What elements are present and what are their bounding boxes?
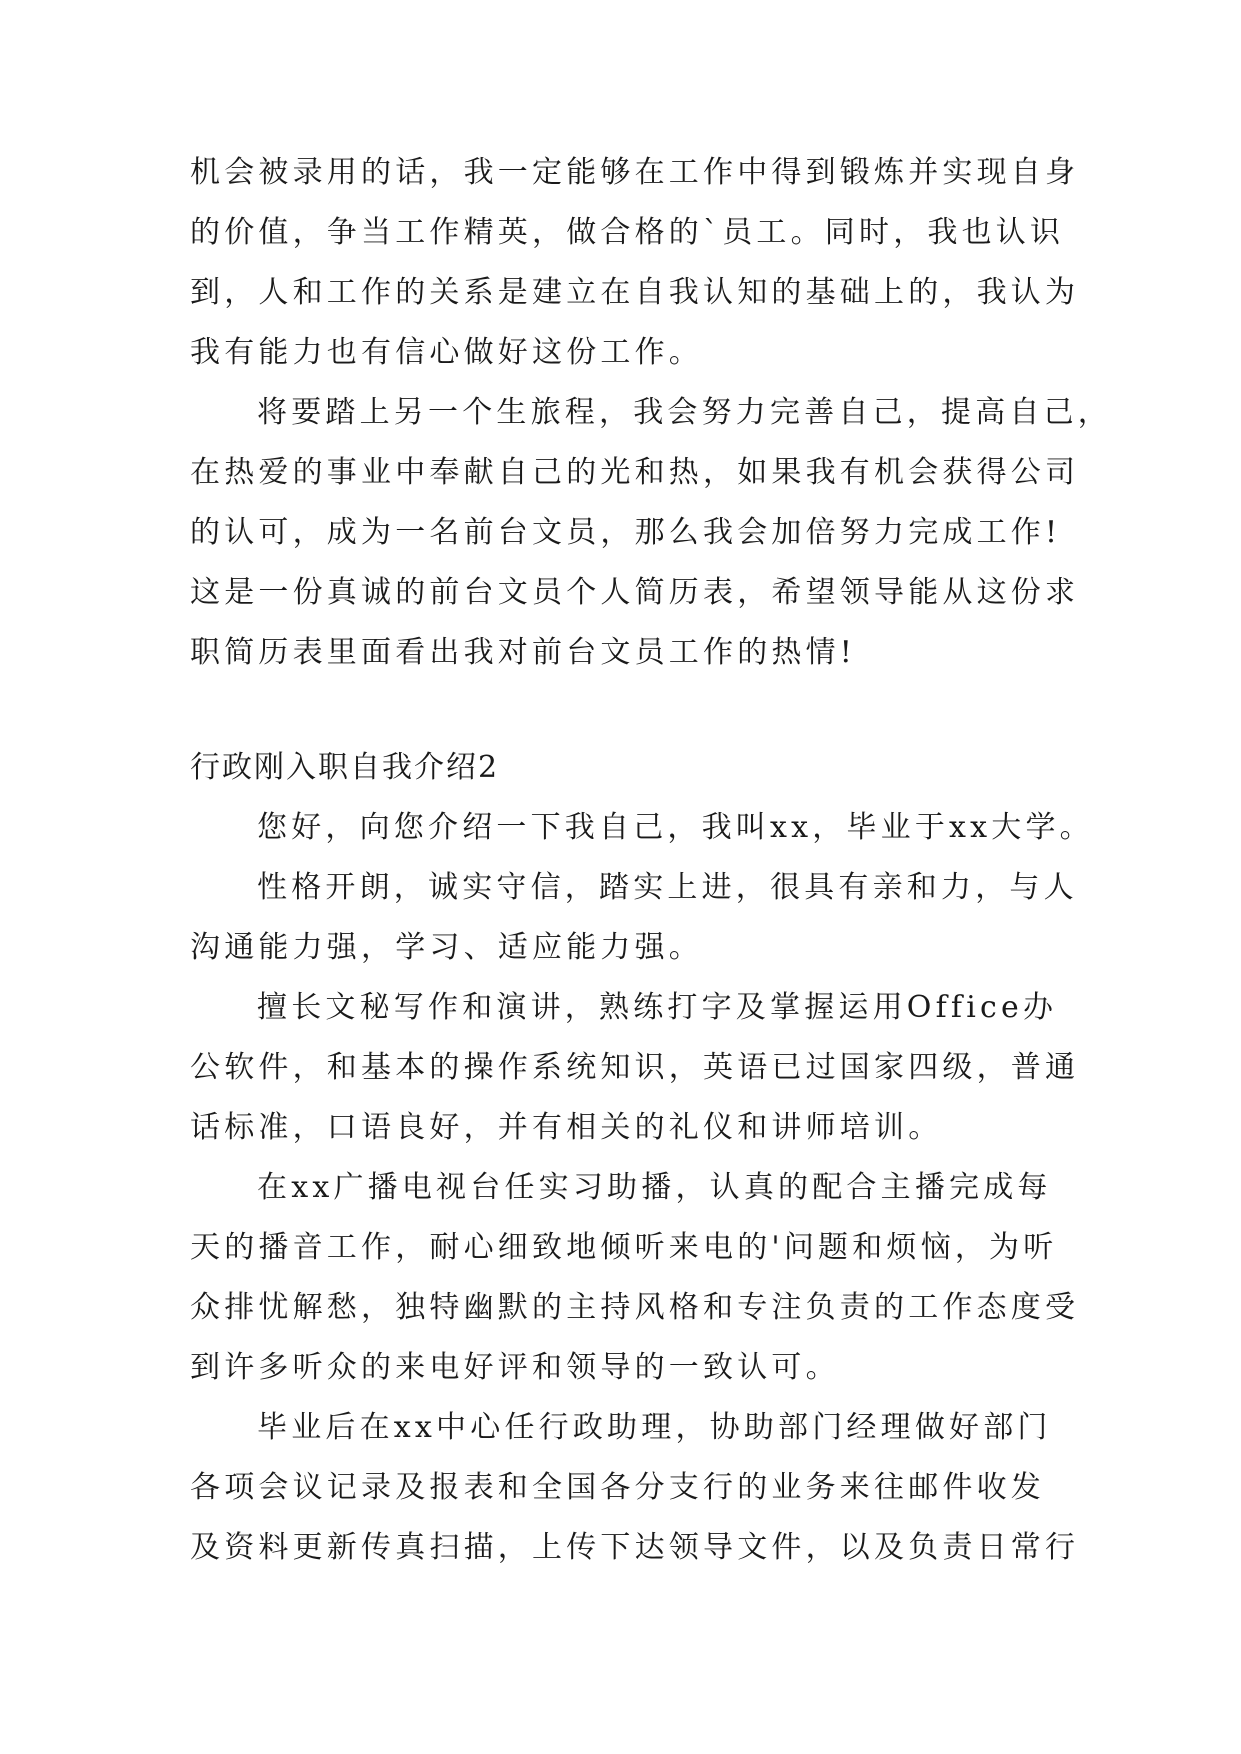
text-line: 这是一份真诚的前台文员个人简历表，希望领导能从这份求 xyxy=(190,575,1080,610)
text-line: 沟通能力强，学习、适应能力强。 xyxy=(190,930,703,965)
text-line: 您好，向您介绍一下我自己，我叫xx，毕业于xx大学。 xyxy=(257,810,1094,845)
text-line: 天的播音工作，耐心细致地倾听来电的'问题和烦恼，为听 xyxy=(190,1230,1058,1265)
text-line: 机会被录用的话，我一定能够在工作中得到锻炼并实现自身 xyxy=(190,155,1080,190)
text-line: 众排忧解愁，独特幽默的主持风格和专注负责的工作态度受 xyxy=(190,1290,1080,1325)
paragraph-block-2 xyxy=(190,798,1094,1578)
text-line: 在热爱的事业中奉献自己的光和热，如果我有机会获得公司 xyxy=(190,455,1080,490)
text-line: 话标准，口语良好，并有相关的礼仪和讲师培训。 xyxy=(190,1110,943,1145)
text-line: 擅长文秘写作和演讲，熟练打字及掌握运用Office办 xyxy=(257,990,1058,1025)
text-line: 各项会议记录及报表和全国各分支行的业务来往邮件收发 xyxy=(190,1470,1045,1505)
paragraph-block-1 xyxy=(190,143,1112,683)
text-line: 到许多听众的来电好评和领导的一致认可。 xyxy=(190,1350,840,1385)
text-line: 将要踏上另一个生旅程，我会努力完善自己，提高自己， xyxy=(257,395,1112,430)
text-line: 的认可，成为一名前台文员，那么我会加倍努力完成工作! xyxy=(190,515,1062,550)
text-line: 我有能力也有信心做好这份工作。 xyxy=(190,335,703,370)
text-line: 及资料更新传真扫描，上传下达领导文件，以及负责日常行 xyxy=(190,1530,1080,1565)
text-line: 到，人和工作的关系是建立在自我认知的基础上的，我认为 xyxy=(190,275,1080,310)
text-line: 毕业后在xx中心任行政助理，协助部门经理做好部门 xyxy=(257,1410,1052,1445)
text-line: 在xx广播电视台任实习助播，认真的配合主播完成每 xyxy=(257,1170,1052,1205)
text-line: 职简历表里面看出我对前台文员工作的热情! xyxy=(190,635,857,670)
text-line: 公软件，和基本的操作系统知识，英语已过国家四级，普通 xyxy=(190,1050,1080,1085)
text-line: 的价值，争当工作精英，做合格的`员工。同时，我也认识 xyxy=(190,215,1065,250)
text-line: 性格开朗，诚实守信，踏实上进，很具有亲和力，与人 xyxy=(257,870,1078,905)
section-heading: 行政刚入职自我介绍2 xyxy=(190,750,500,785)
